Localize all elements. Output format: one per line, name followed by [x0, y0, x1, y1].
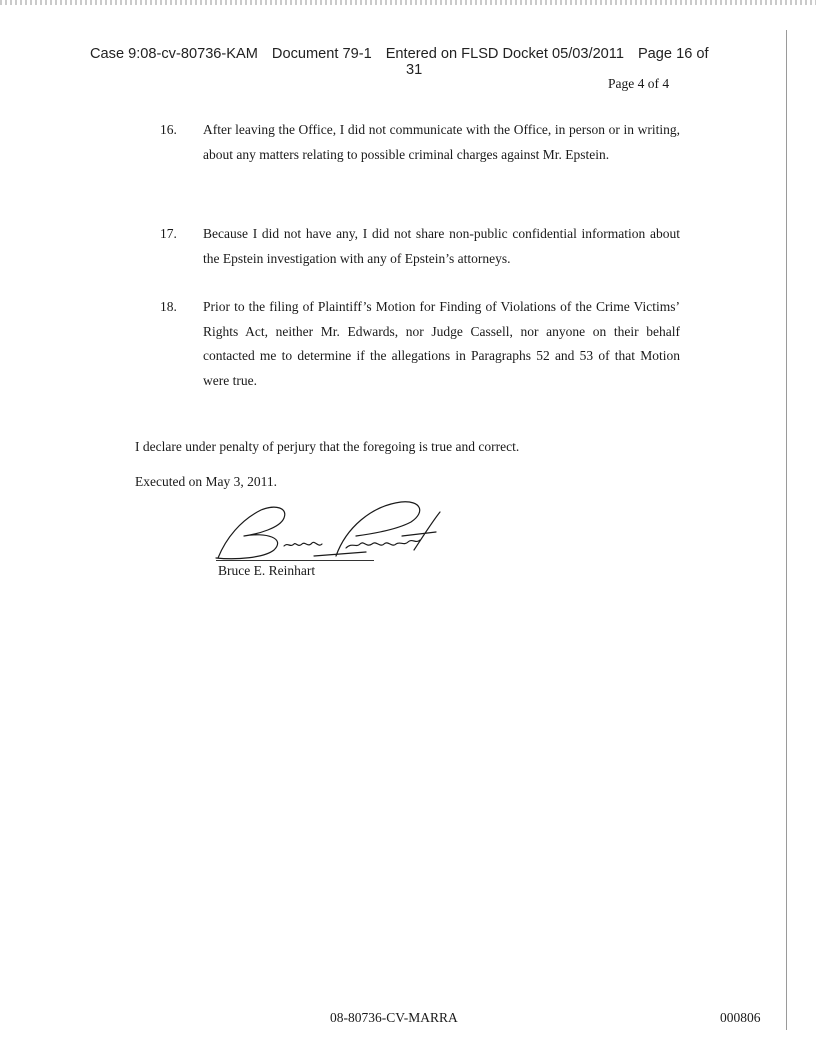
signature-image [196, 498, 456, 568]
paragraph-text: Prior to the filing of Plaintiff’s Motion for Finding of Violations of the Crime Victims’ Rights Act, neither Mr. Edwards, nor Judge Cassell, nor anyone on their behalf contacted me to determine if the allegations in Paragraphs 52 and 53 of that Motion were true. [203, 299, 680, 388]
paragraph-number: 16. [160, 122, 177, 137]
docket-header [90, 46, 740, 78]
page-indicator: Page 4 of 4 [608, 76, 670, 91]
paragraph-number: 18. [160, 299, 177, 314]
docket-page-total: 31 [406, 62, 423, 78]
docket-case: Case 9:08-cv-80736-KAM [90, 46, 258, 62]
paragraph-number: 17. [160, 226, 177, 241]
scan-edge-right [786, 30, 787, 1030]
signature-line [216, 560, 374, 561]
paragraph-16 [160, 118, 680, 210]
paragraph-text: After leaving the Office, I did not communicate with the Office, in person or in writing, about any matters relating to possible criminal charges against Mr. Epstein. [203, 122, 680, 162]
signer-name: Bruce E. Reinhart [218, 563, 316, 578]
footer-case-number: 08-80736-CV-MARRA [330, 1010, 458, 1025]
paragraph-text: Because I did not have any, I did not share non-public confidential information about the Epstein investigation with any of Epstein’s attorneys. [203, 226, 680, 266]
footer-bates-number: 000806 [720, 1010, 761, 1025]
docket-document: Document 79-1 [271, 46, 372, 62]
paragraph-18 [160, 295, 680, 395]
declaration: I declare under penalty of perjury that the foregoing is true and correct. [135, 439, 520, 454]
docket-entered: Entered on FLSD Docket 05/03/2011 [385, 46, 624, 62]
scan-edge-top [0, 0, 816, 5]
paragraph-17 [160, 222, 680, 272]
executed-date: Executed on May 3, 2011. [135, 474, 277, 489]
docket-page: Page 16 of [637, 46, 709, 62]
